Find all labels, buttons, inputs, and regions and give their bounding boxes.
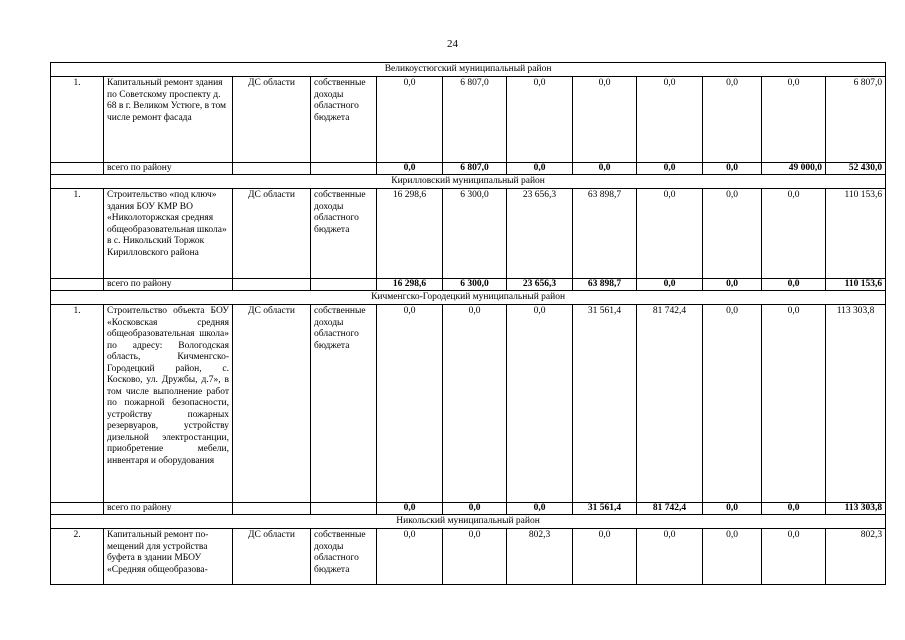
value-cell: 0,0 xyxy=(703,529,762,585)
total-cell: 0,0 xyxy=(703,503,762,515)
value-cell: 0,0 xyxy=(377,77,443,163)
value-cell: 0,0 xyxy=(637,189,703,279)
value-cell: 113 303,8 xyxy=(826,305,886,503)
value-cell: 802,3 xyxy=(507,529,573,585)
total-cell: 0,0 xyxy=(377,503,443,515)
funding-source: собственные доходы областного бюджета xyxy=(311,189,377,279)
district-header-row xyxy=(51,63,886,77)
total-label: всего по району xyxy=(104,279,233,291)
total-cell: 0,0 xyxy=(703,163,762,175)
object-description: Строительство «под ключ» здания БОУ КМР ВО «Николоторжская средняя общеобразовательная школа» в с. Никольский Торжок Кирилловского района xyxy=(104,189,233,279)
value-cell: 0,0 xyxy=(637,77,703,163)
district-total-row xyxy=(51,503,886,515)
value-cell: 0,0 xyxy=(573,529,637,585)
row-number: 2. xyxy=(51,529,104,585)
district-header-row xyxy=(51,291,886,305)
total-cell: 0,0 xyxy=(703,279,762,291)
value-cell: 6 807,0 xyxy=(443,77,507,163)
customer: ДС области xyxy=(233,77,311,163)
district-total-row xyxy=(51,163,886,175)
customer: ДС области xyxy=(233,305,311,503)
total-cell: 52 430,0 xyxy=(826,163,886,175)
district-header-row xyxy=(51,515,886,529)
total-cell: 63 898,7 xyxy=(573,279,637,291)
total-cell: 0,0 xyxy=(762,279,826,291)
table-row xyxy=(51,305,886,503)
funding-source: собственные доходы областного бюджета xyxy=(311,305,377,503)
value-cell: 0,0 xyxy=(377,305,443,503)
value-cell: 0,0 xyxy=(443,529,507,585)
value-cell: 0,0 xyxy=(507,77,573,163)
district-header-row xyxy=(51,175,886,189)
row-number: 1. xyxy=(51,77,104,163)
value-cell: 16 298,6 xyxy=(377,189,443,279)
total-cell: 113 303,8 xyxy=(826,503,886,515)
total-cell: 49 000,0 xyxy=(762,163,826,175)
value-cell: 0,0 xyxy=(762,305,826,503)
value-cell: 23 656,3 xyxy=(507,189,573,279)
value-cell: 0,0 xyxy=(762,529,826,585)
total-cell: 6 300,0 xyxy=(443,279,507,291)
total-cell: 0,0 xyxy=(377,163,443,175)
object-description: Строительство объекта БОУ «Косковская средняя общеобразовательная школа» по адресу: Вологодская область, Кичменгско-Городецкий район, с. Косково, ул. Дружбы, д.7», в том числе выполнение работ по пожарной безопасности, устройству пожарных резервуаров, устройству дизельной электростанции, приобретение мебели, инвентаря и оборудования xyxy=(104,305,233,503)
value-cell: 0,0 xyxy=(703,189,762,279)
district-name: Никольский муниципальный район xyxy=(51,515,886,529)
funding-source: собственные доходы областного бюджета xyxy=(311,529,377,585)
value-cell: 0,0 xyxy=(762,77,826,163)
total-cell: 0,0 xyxy=(762,503,826,515)
total-cell: 81 742,4 xyxy=(637,503,703,515)
table-row xyxy=(51,189,886,279)
customer: ДС области xyxy=(233,189,311,279)
total-cell: 0,0 xyxy=(573,163,637,175)
budget-table xyxy=(50,62,886,585)
value-cell: 0,0 xyxy=(637,529,703,585)
table-row xyxy=(51,529,886,585)
district-name: Кичменгско-Городецкий муниципальный район xyxy=(51,291,886,305)
total-cell: 16 298,6 xyxy=(377,279,443,291)
total-cell: 0,0 xyxy=(443,503,507,515)
total-cell: 0,0 xyxy=(637,279,703,291)
total-cell: 0,0 xyxy=(637,163,703,175)
total-label: всего по району xyxy=(104,163,233,175)
object-description: Капитальный ремонт здания по Советскому проспекту д. 68 в г. Великом Устюге, в том числе ремонт фасада xyxy=(104,77,233,163)
value-cell: 0,0 xyxy=(573,77,637,163)
district-total-row xyxy=(51,279,886,291)
value-cell: 31 561,4 xyxy=(573,305,637,503)
value-cell: 0,0 xyxy=(703,305,762,503)
table-row xyxy=(51,77,886,163)
value-cell: 0,0 xyxy=(762,189,826,279)
value-cell: 63 898,7 xyxy=(573,189,637,279)
value-cell: 110 153,6 xyxy=(826,189,886,279)
customer: ДС области xyxy=(233,529,311,585)
value-cell: 6 300,0 xyxy=(443,189,507,279)
total-label: всего по району xyxy=(104,503,233,515)
total-cell: 6 807,0 xyxy=(443,163,507,175)
value-cell: 0,0 xyxy=(443,305,507,503)
total-cell: 0,0 xyxy=(507,163,573,175)
row-number: 1. xyxy=(51,189,104,279)
total-cell: 23 656,3 xyxy=(507,279,573,291)
page-number: 24 xyxy=(447,38,458,50)
object-description: Капитальный ремонт помещений для устройства буфета в здании МБОУ «Средняя общеобразова- xyxy=(104,529,233,585)
value-cell: 0,0 xyxy=(377,529,443,585)
district-name: Великоустюгский муниципальный район xyxy=(51,63,886,77)
value-cell: 802,3 xyxy=(826,529,886,585)
value-cell: 81 742,4 xyxy=(637,305,703,503)
value-cell: 6 807,0 xyxy=(826,77,886,163)
total-cell: 0,0 xyxy=(507,503,573,515)
total-cell: 110 153,6 xyxy=(826,279,886,291)
row-number: 1. xyxy=(51,305,104,503)
funding-source: собственные доходы областного бюджета xyxy=(311,77,377,163)
district-name: Кирилловский муниципальный район xyxy=(51,175,886,189)
total-cell: 31 561,4 xyxy=(573,503,637,515)
value-cell: 0,0 xyxy=(507,305,573,503)
value-cell: 0,0 xyxy=(703,77,762,163)
